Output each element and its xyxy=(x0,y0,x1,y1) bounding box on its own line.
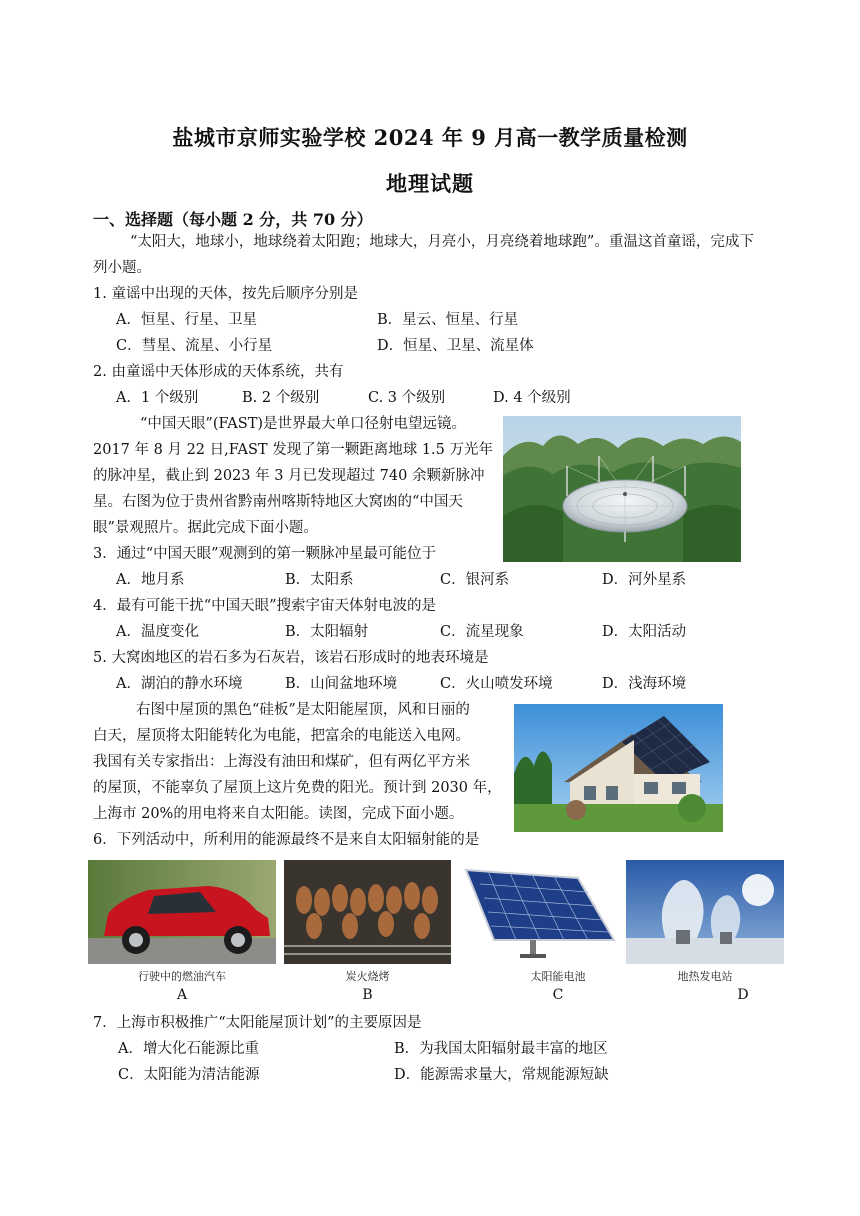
intro-3-line-1: 右图中屋顶的黑色“硅板”是太阳能屋顶，风和日丽的 xyxy=(136,702,470,718)
q1-option-b: B．星云、恒星、行星 xyxy=(377,312,519,328)
q5-option-d: D．浅海环境 xyxy=(602,676,687,692)
q5-option-a: A．湖泊的静水环境 xyxy=(116,676,243,692)
q3-option-a: A．地月系 xyxy=(116,572,185,588)
q6-image-c-solar-panel xyxy=(458,860,618,966)
fast-telescope-photo xyxy=(503,416,741,562)
q4-option-c: C．流星现象 xyxy=(440,624,524,640)
q3-stem: 3．通过“中国天眼”观测到的第一颗脉冲星最可能位于 xyxy=(93,546,437,562)
q1-option-c: C．彗星、流星、小行星 xyxy=(116,338,273,354)
q7-stem: 7．上海市积极推广“太阳能屋顶计划”的主要原因是 xyxy=(93,1015,422,1031)
q2-option-d: D. 4 个级别 xyxy=(493,390,571,406)
q6-image-a-car xyxy=(88,860,276,964)
section-heading: 一、选择题（每小题 2 分，共 70 分） xyxy=(93,210,373,229)
intro-1-line-2: 列小题。 xyxy=(93,260,151,276)
exam-subtitle: 地理试题 xyxy=(386,171,474,196)
q2-option-c: C. 3 个级别 xyxy=(368,390,446,406)
intro-3-line-2: 白天，屋顶将太阳能转化为电能，把富余的电能送入电网。 xyxy=(93,728,470,744)
q3-option-b: B．太阳系 xyxy=(285,572,354,588)
q7-option-c: C．太阳能为清洁能源 xyxy=(118,1067,260,1083)
intro-3-line-3: 我国有关专家指出：上海没有油田和煤矿，但有两亿平方米 xyxy=(93,754,470,770)
intro-2-line-5: 眼”景观照片。据此完成下面小题。 xyxy=(93,520,318,536)
q7-option-d: D．能源需求量大，常规能源短缺 xyxy=(394,1067,609,1083)
q6-caption-b: 炭火烧烤 xyxy=(345,970,390,983)
q1-option-a: A．恒星、行星、卫星 xyxy=(116,312,257,328)
intro-3-line-4: 的屋顶，不能辜负了屋顶上这片免费的阳光。预计到 2030 年， xyxy=(93,780,502,796)
q5-option-c: C．火山喷发环境 xyxy=(440,676,553,692)
q6-image-b-barbecue xyxy=(284,860,451,964)
q2-option-b: B. 2 个级别 xyxy=(242,390,320,406)
q7-option-b: B．为我国太阳辐射最丰富的地区 xyxy=(394,1041,608,1057)
q5-stem: 5. 大窝凼地区的岩石多为石灰岩，该岩石形成时的地表环境是 xyxy=(93,650,489,666)
q2-stem: 2. 由童谣中天体形成的天体系统，共有 xyxy=(93,364,344,380)
q6-caption-d: 地热发电站 xyxy=(677,970,733,983)
q6-caption-c: 太阳能电池 xyxy=(530,970,586,983)
intro-1-line-1: “太阳大，地球小，地球绕着太阳跑；地球大，月亮小，月亮绕着地球跑”。重温这首童谣，完成下 xyxy=(130,234,754,250)
q3-option-c: C．银河系 xyxy=(440,572,510,588)
q6-letter-a: A xyxy=(176,987,188,1003)
q6-stem: 6．下列活动中，所利用的能源最终不是来自太阳辐射能的是 xyxy=(93,832,480,848)
q2-option-a: A．1 个级别 xyxy=(116,390,199,406)
intro-2-line-1: “中国天眼”(FAST)是世界最大单口径射电望远镜。 xyxy=(140,416,467,432)
q1-option-d: D．恒星、卫星、流星体 xyxy=(377,338,534,354)
intro-2-line-3: 的脉冲星，截止到 2023 年 3 月已发现超过 740 余颗新脉冲 xyxy=(93,468,485,484)
q6-letter-b: B xyxy=(362,987,373,1003)
q4-option-d: D．太阳活动 xyxy=(602,624,687,640)
intro-2-line-4: 星。右图为位于贵州省黔南州喀斯特地区大窝凼的“中国天 xyxy=(93,494,463,510)
q1-stem: 1. 童谣中出现的天体，按先后顺序分别是 xyxy=(93,286,358,302)
exam-title: 盐城市京师实验学校 2024 年 9 月高一教学质量检测 xyxy=(172,125,688,150)
q7-option-a: A．增大化石能源比重 xyxy=(118,1041,259,1057)
q6-image-d-geothermal xyxy=(626,860,784,964)
q4-option-b: B．太阳辐射 xyxy=(285,624,369,640)
solar-roof-house-photo xyxy=(514,704,723,832)
q5-option-b: B．山间盆地环境 xyxy=(285,676,398,692)
q6-letter-d: D xyxy=(737,987,749,1003)
q6-letter-c: C xyxy=(552,987,564,1003)
q6-caption-a: 行驶中的燃油汽车 xyxy=(138,970,226,983)
q3-option-d: D．河外星系 xyxy=(602,572,687,588)
q4-option-a: A．温度变化 xyxy=(116,624,199,640)
intro-3-line-5: 上海市 20%的用电将来自太阳能。读图，完成下面小题。 xyxy=(93,806,464,822)
intro-2-line-2: 2017 年 8 月 22 日,FAST 发现了第一颗距离地球 1.5 万光年 xyxy=(93,442,493,458)
q4-stem: 4．最有可能干扰“中国天眼”搜索宇宙天体射电波的是 xyxy=(93,598,437,614)
